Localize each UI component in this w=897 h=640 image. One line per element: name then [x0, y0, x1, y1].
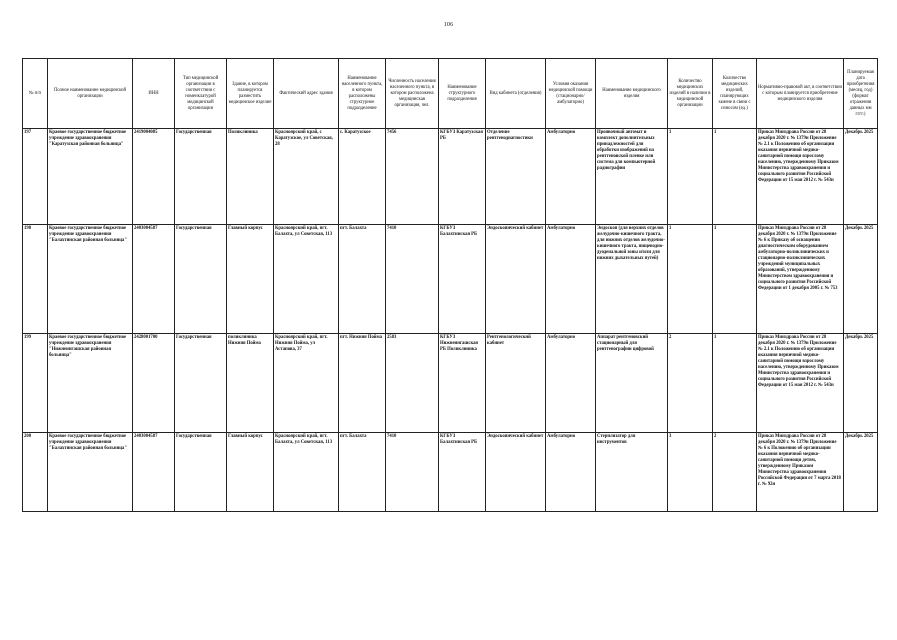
col-header-population: Численность населения населенного пункта, в котором расположена медицинская организация, чел. [386, 59, 439, 129]
cell-cabinet: Эндоскопический кабинет [486, 433, 546, 512]
col-header-org: Полное наименование медицинской организации [48, 59, 133, 129]
cell-conditions: Амбулаторно [546, 129, 596, 225]
cell-inn: 2428001700 [133, 334, 175, 433]
cell-qty-have: 3 [668, 433, 713, 512]
cell-qty-replace: 2 [713, 433, 757, 512]
cell-address: Красноярский край, с Каратузское, ул Советская, 28 [274, 129, 339, 225]
cell-cabinet: Эндоскопический кабинет [486, 225, 546, 334]
cell-org: Краевое государственное бюджетное учреждение здравоохранения "Каратузская районная больница" [48, 129, 133, 225]
cell-device: Стерилизатор для инструментов [596, 433, 668, 512]
cell-building: поликлиника Нижняя Пойма [227, 334, 274, 433]
cell-act: Приказ Минздрава России от 28 декабря 2020 г. № 1379н Приложение № 6 к Положению об организации оказания первичной медико-санитарной помощи детям, утвержденному Приказом Министерства здравоохранения Российской Федерации от 7 марта 2018 г. № 92н [757, 433, 844, 512]
cell-cabinet: Отделение рентгенодиагностики [486, 129, 546, 225]
page-number: 106 [443, 22, 454, 28]
cell-qty-have: 1 [668, 129, 713, 225]
cell-qty-replace: 1 [713, 129, 757, 225]
cell-device: Эндоскоп (для верхних отделов желудочно-кишечного тракта, для нижних отделов желудочно-кишечного тракта, пищеводно-дуоденальной зоны и/или для нижних дыхательных путей) [596, 225, 668, 334]
cell-address: Красноярский край, пгт. Балахта, ул Советская, 113 [274, 225, 339, 334]
cell-population: 7410 [386, 225, 439, 334]
table-row [23, 225, 878, 334]
col-header-conditions: Условия оказания медицинской помощи (стационарно/ амбулаторно) [546, 59, 596, 129]
cell-type: Государственная [175, 334, 227, 433]
cell-qty-have: 2 [668, 334, 713, 433]
cell-num: 199 [23, 334, 48, 433]
cell-act: Приказ Минздрава России от 28 декабря 2020 г. № 1379н Приложение № 6 к Приказу об оснащении диагностическим оборудованием амбулаторно-поликлинических и стационарно-поликлинических учреждений муниципальных образований, утвержденному Министерством здравоохранения и социального развития Российской Федерации от 1 декабря 2005 г. № 753 [757, 225, 844, 334]
col-header-num: № п/п [23, 59, 48, 129]
medical-equipment-table [22, 58, 878, 512]
cell-settlement: пгт. Нижняя Пойма [339, 334, 386, 433]
cell-conditions: Амбулаторно [546, 433, 596, 512]
cell-type: Государственная [175, 433, 227, 512]
cell-type: Государственная [175, 129, 227, 225]
cell-address: Красноярский край, пгт. Балахта, ул Советская, 113 [274, 433, 339, 512]
cell-num: 200 [23, 433, 48, 512]
cell-division: КГБУЗ Балахтинская РБ [439, 433, 486, 512]
cell-settlement: пгт. Балахта [339, 433, 386, 512]
cell-division: КГБУЗ Балахтинская РБ [439, 225, 486, 334]
cell-device: Проявочный автомат и комплект дополнительных принадлежностей для обработки изображений на рентгеновской пленке или система для компьютерной радиографии [596, 129, 668, 225]
table-row [23, 433, 878, 512]
cell-address: Красноярский край, пгт. Нижняя Пойма, ул Астапова, 37 [274, 334, 339, 433]
cell-settlement: пгт. Балахта [339, 225, 386, 334]
cell-device: Аппарат рентгеновский стационарный для рентгенографии цифровой [596, 334, 668, 433]
cell-org: Краевое государственное бюджетное учреждение здравоохранения "Нижнеингашская районная больница" [48, 334, 133, 433]
cell-conditions: Амбулаторно [546, 334, 596, 433]
table-header-row [23, 59, 878, 129]
cell-population: 7456 [386, 129, 439, 225]
cell-inn: 2403004587 [133, 225, 175, 334]
col-header-inn: ИНН [133, 59, 175, 129]
col-header-type: Тип медицинской организации в соответствии с номенклатурой медицинской организации [175, 59, 227, 129]
cell-num: 198 [23, 225, 48, 334]
col-header-act: Нормативно-правовой акт, в соответствии с которым планируется приобретение медицинского изделия [757, 59, 844, 129]
cell-act: Приказ Минздрава России от 28 декабря 2020 г. № 1379н Приложение № 2.1 к Положению об организации оказания первичной медико-санитарной помощи взрослому населению, утвержденному Приказом Министерства здравоохранения и социального развития Российской Федерации от 15 мая 2012 г. № 543н [757, 129, 844, 225]
col-header-device: Наименование медицинского изделия [596, 59, 668, 129]
cell-division: КГБУЗ Нижнеингашская РБ Поликлиника [439, 334, 486, 433]
cell-date: Декабрь 2025 [844, 433, 878, 512]
cell-population: 7410 [386, 433, 439, 512]
cell-settlement: с. Каратузское [339, 129, 386, 225]
cell-building: Поликлиника [227, 129, 274, 225]
col-header-settlement: Наименование населенного пункта, в котором расположены структурное подразделение [339, 59, 386, 129]
cell-num: 197 [23, 129, 48, 225]
cell-type: Государственная [175, 225, 227, 334]
cell-inn: 2419004085 [133, 129, 175, 225]
cell-qty-have: 1 [668, 225, 713, 334]
cell-building: Главный корпус [227, 225, 274, 334]
col-header-division: Наименование структурного подразделения [439, 59, 486, 129]
cell-inn: 2403004587 [133, 433, 175, 512]
col-header-qty-have: Количество медицинских изделий в наличии в медицинской организации [668, 59, 713, 129]
cell-date: Декабрь 2025 [844, 225, 878, 334]
col-header-cabinet: Вид кабинета (отделения) [486, 59, 546, 129]
cell-org: Краевое государственное бюджетное учреждение здравоохранения "Балахтинская районная больница" [48, 433, 133, 512]
col-header-building: Здание, в котором планируется разместить медицинское изделие [227, 59, 274, 129]
col-header-qty-replace: Количество медицинских изделий, планирующих замене в связи с износом (ед.) [713, 59, 757, 129]
table-row [23, 129, 878, 225]
cell-division: КГБУЗ Каратузская РБ [439, 129, 486, 225]
cell-population: 2583 [386, 334, 439, 433]
cell-cabinet: Рентгенологический кабинет [486, 334, 546, 433]
col-header-date: Планируемая дата приобретения (месяц, год) (формат отражения данных мм гггг.) [844, 59, 878, 129]
cell-conditions: Амбулаторно [546, 225, 596, 334]
cell-date: Декабрь 2025 [844, 129, 878, 225]
cell-qty-replace: 1 [713, 225, 757, 334]
cell-org: Краевое государственное бюджетное учреждение здравоохранения "Балахтинская районная больница" [48, 225, 133, 334]
cell-qty-replace: 1 [713, 334, 757, 433]
cell-building: Главный корпус [227, 433, 274, 512]
cell-date: Декабрь 2025 [844, 334, 878, 433]
table-row [23, 334, 878, 433]
col-header-address: Фактический адрес здания [274, 59, 339, 129]
cell-act: Приказ Минздрава России от 28 декабря 2020 г. № 1379н Приложение № 2.1 к Положению об организации оказания первичной медико-санитарной помощи взрослому населению, утвержденному Приказом Министерства здравоохранения и социального развития Российской Федерации от 15 мая 2012 г. № 543н [757, 334, 844, 433]
